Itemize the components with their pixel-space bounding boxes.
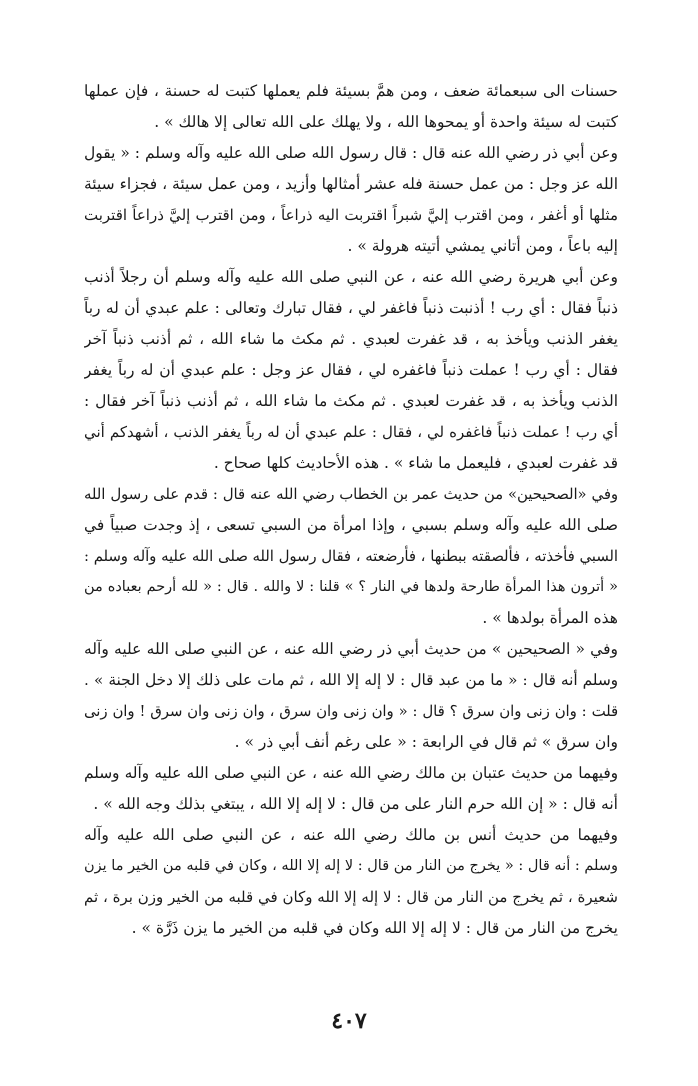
text-line: هذه المرأة بولدها » . — [482, 609, 618, 627]
text-line: الله عز وجل : من عمل حسنة فله عشر أمثالها وأزيد ، ومن عمل سيئة ، فجزاء سيئة — [84, 175, 618, 193]
text-line: الذنب ويأخذ به ، قد غفرت لعبدي . ثم مكث ما شاء الله ، ثم أذنب ذنباً آخر فقال : — [84, 392, 618, 410]
text-line: وسلم : أنه قال : « يخرج من النار من قال : لا إله إلا الله ، وكان في قلبه من الخير ما يزن — [84, 858, 618, 874]
text-line: صلى الله عليه وآله وسلم بسبي ، وإذا امرأة من السبي تسعى ، إذ وجدت صبياً في — [84, 516, 618, 534]
text-line: وفيهما من حديث أنس بن مالك رضي الله عنه ، عن النبي صلى الله عليه وآله — [84, 826, 618, 844]
text-line: أي رب ! عملت ذنباً فاغفره لي ، فقال : علم عبدي أن له رباً يغفر الذنب ، أشهدكم أني — [84, 423, 618, 441]
text-line: ذنباً فقال : أي رب ! أذنبت ذنباً فاغفر لي ، فقال تبارك وتعالى : علم عبدي أن له رباً — [84, 299, 618, 317]
text-line: يخرج من النار من قال : لا إله إلا الله وكان في قلبه من الخير ما يزن ذَرَّة » . — [131, 919, 618, 937]
paragraph — [84, 820, 618, 944]
text-line: إليه باعاً ، ومن أتاني يمشي أتيته هرولة » . — [347, 237, 618, 255]
text-line: كتبت له سيئة واحدة أو يمحوها الله ، ولا يهلك على الله تعالى إلا هالك » . — [154, 113, 618, 131]
paragraph — [84, 262, 618, 479]
paragraph — [84, 634, 618, 758]
text-line: فقال : أي رب ! عملت ذنباً فاغفره لي ، فقال عز وجل : علم عبدي أن له رباً يغفر — [84, 361, 618, 379]
text-line: وفي « الصحيحين » من حديث أبي ذر رضي الله عنه ، عن النبي صلى الله عليه وآله — [84, 640, 618, 658]
text-line: أنه قال : « إن الله حرم النار على من قال : لا إله إلا الله ، يبتغي بذلك وجه الله » . — [93, 795, 618, 813]
text-line: وسلم أنه قال : « ما من عبد قال : لا إله إلا الله ، ثم مات على ذلك إلا دخل الجنة » . — [84, 671, 618, 689]
text-line: مثلها أو أغفر ، ومن اقترب إليَّ شبراً اقتربت اليه ذراعاً ، ومن اقترب إليَّ ذراعاً اقتربت — [84, 206, 618, 224]
paragraph — [84, 479, 618, 634]
page-number: ٤٠٧ — [331, 1008, 367, 1034]
text-line: السبي فأخذته ، فألصقته ببطنها ، فأرضعته ، فقال رسول الله صلى الله عليه وآله وسلم : — [84, 548, 618, 565]
paragraph — [84, 758, 618, 820]
text-line: « أترون هذا المرأة طارحة ولدها في النار ؟ » قلنا : لا والله . قال : « لله أرحم بعباده من — [84, 579, 618, 595]
text-line: حسنات الى سبعمائة ضعف ، ومن همَّ بسيئة فلم يعملها كتبت له حسنة ، فإن عملها — [84, 82, 618, 100]
text-line: شعيرة ، ثم يخرج من النار من قال : لا إله إلا الله وكان في قلبه من الخير وزن برة ، ثم — [84, 888, 618, 906]
paragraph — [84, 76, 618, 138]
paragraph — [84, 138, 618, 262]
text-line: وفيهما من حديث عتبان بن مالك رضي الله عنه ، عن النبي صلى الله عليه وآله وسلم — [84, 764, 618, 782]
text-line: وعن أبي هريرة رضي الله عنه ، عن النبي صلى الله عليه وآله وسلم أن رجلاً أذنب — [84, 268, 618, 286]
text-line: وان سرق » ثم قال في الرابعة : « على رغم أنف أبي ذر » . — [234, 733, 618, 751]
text-line: يغفر الذنب ويأخذ به ، قد غفرت لعبدي . ثم مكث ما شاء الله ، ثم أذنب ذنباً آخر — [84, 330, 618, 348]
text-line: قلت : وان زنى وان سرق ؟ قال : « وان زنى وان سرق ، وان زنى وان سرق ! وان زنى — [84, 703, 618, 720]
text-line: وفي «الصحيحين» من حديث عمر بن الخطاب رضي الله عنه قال : قدم على رسول الله — [84, 486, 618, 503]
text-line: قد غفرت لعبدي ، فليعمل ما شاء » . هذه الأحاديث كلها صحاح . — [213, 454, 618, 472]
body-text — [84, 76, 618, 944]
text-line: وعن أبي ذر رضي الله عنه قال : قال رسول الله صلى الله عليه وآله وسلم : « يقول — [84, 144, 618, 162]
